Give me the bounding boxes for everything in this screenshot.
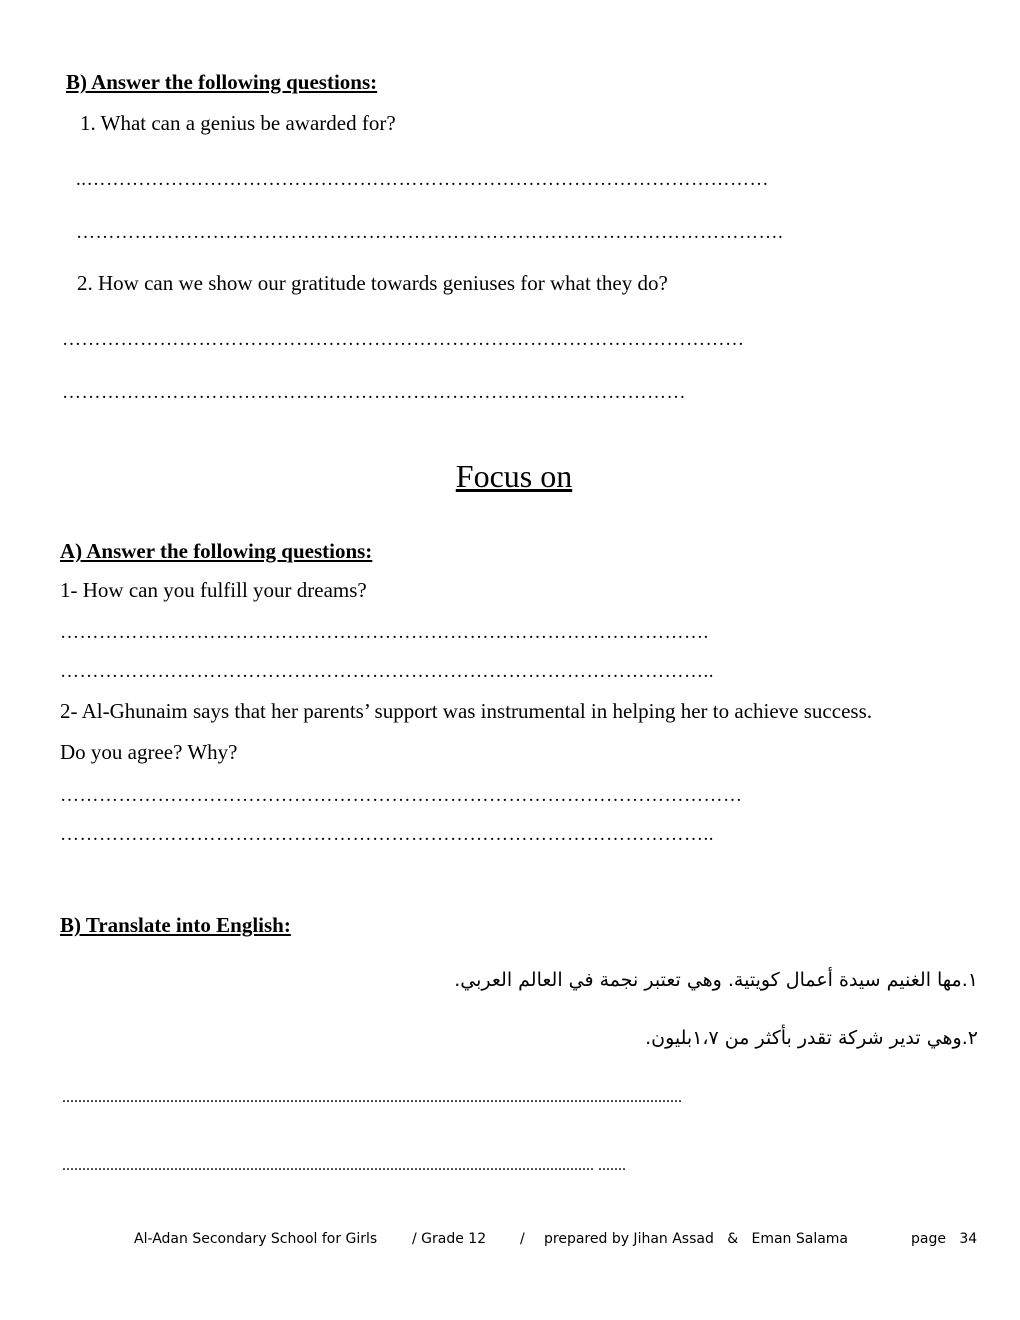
question-1: 1- How can you fulfill your dreams? — [60, 578, 367, 602]
answer-line[interactable]: ………………………………………………………………………………………………. — [76, 222, 784, 243]
footer-page-number: page 34 — [911, 1231, 978, 1247]
answer-line[interactable]: …………………………………………………………………………………… — [62, 382, 686, 403]
section-b-heading: B) Answer the following questions: — [66, 70, 378, 94]
footer-school: Al-Adan Secondary School for Girls — [134, 1231, 378, 1247]
question-2: 2- Al-Ghunaim says that her parents’ support was instrumental in helping her to achieve success. — [60, 699, 872, 723]
footer-grade: / Grade 12 — [412, 1231, 487, 1247]
arabic-sentence-1: ١.مها الغنيم سيدة أعمال كويتية. وهي تعتبر نجمة في العالم العربي. — [454, 969, 978, 991]
answer-line[interactable]: ..…………………………………………………………………………………………… — [76, 169, 769, 190]
answer-line[interactable]: ……………………………………………………………………………………….. — [60, 661, 714, 682]
answer-line[interactable]: ………………………………………………………………………………………. — [60, 622, 709, 643]
footer-separator: / — [520, 1231, 525, 1247]
question-1: 1. What can a genius be awarded for? — [80, 111, 396, 135]
answer-line[interactable]: ……………………………………………………………………………………….. — [60, 824, 714, 845]
section-b-translate-heading: B) Translate into English: — [60, 913, 291, 937]
question-2-continued: Do you agree? Why? — [60, 740, 238, 764]
translation-line[interactable]: ........................................................................................................................................................... — [62, 1089, 682, 1106]
answer-line[interactable]: …………………………………………………………………………………………… — [60, 785, 743, 806]
arabic-sentence-2: ٢.وهي تدير شركة تقدر بأكثر من ١،٧بليون. — [645, 1027, 978, 1049]
page-title: Focus on — [455, 458, 573, 494]
footer-prepared-by: prepared by Jihan Assad & Eman Salama — [544, 1231, 849, 1247]
section-a-heading: A) Answer the following questions: — [60, 539, 373, 563]
question-2: 2. How can we show our gratitude towards geniuses for what they do? — [77, 271, 668, 295]
answer-line[interactable]: …………………………………………………………………………………………… — [62, 329, 745, 350]
translation-line[interactable]: ..................................................................................................................................... ....... — [62, 1157, 626, 1174]
